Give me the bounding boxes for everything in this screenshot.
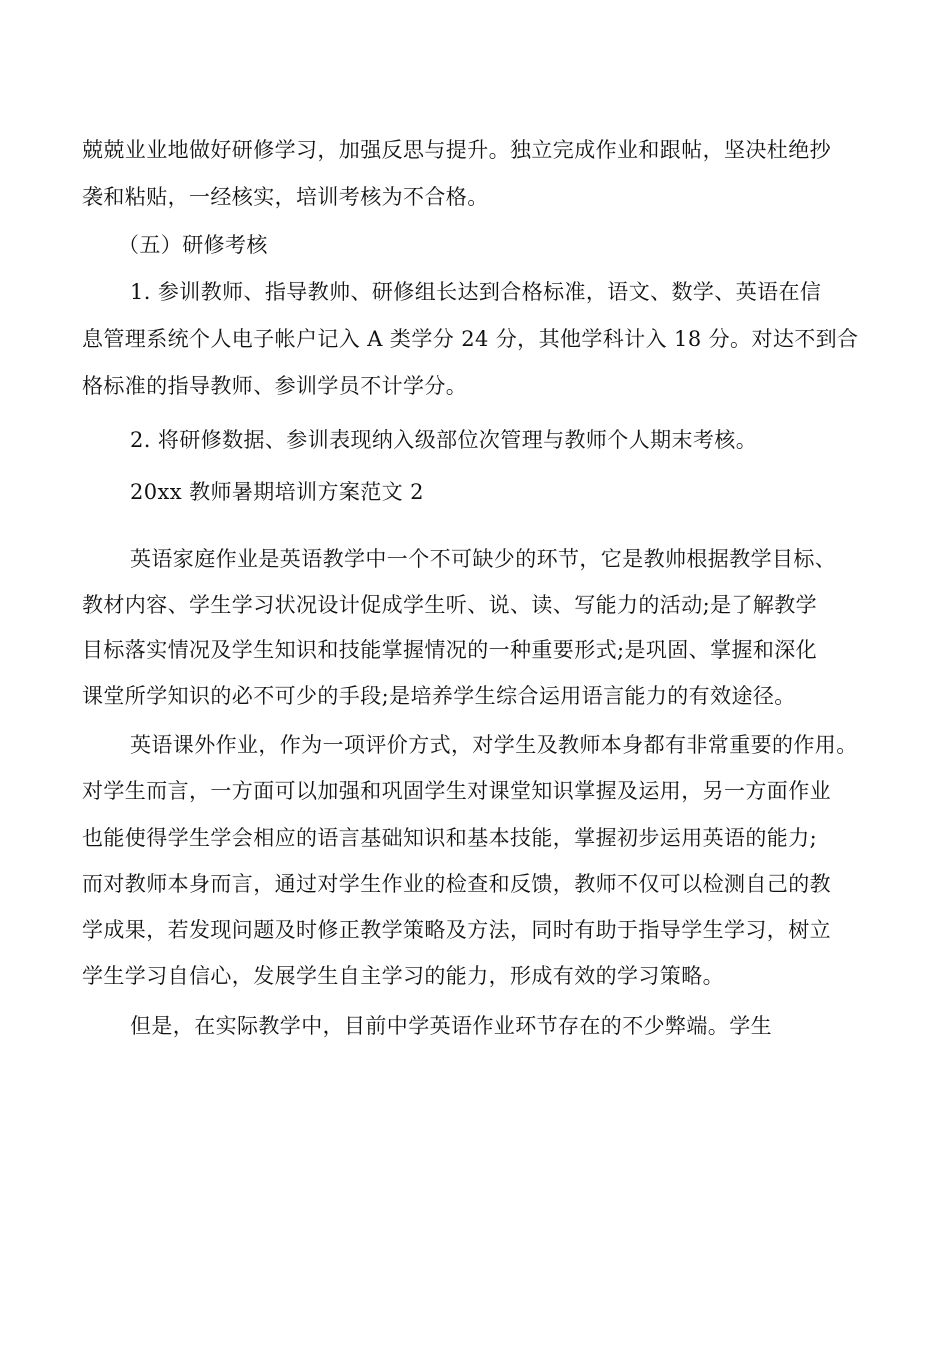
text-line: 教材内容、学生学习状况设计促成学生听、说、读、写能力的活动;是了解教学 (82, 593, 818, 617)
text-line: 但是，在实际教学中，目前中学英语作业环节存在的不少弊端。学生 (130, 1014, 772, 1038)
text-line: 2. 将研修数据、参训表现纳入级部位次管理与教师个人期末考核。 (130, 428, 758, 452)
text-line: 英语课外作业，作为一项评价方式，对学生及教师本身都有非常重要的作用。 (130, 733, 858, 757)
text-line: 而对教师本身而言，通过对学生作业的检查和反馈，教师不仅可以检测自己的教 (82, 872, 831, 896)
text-line: 息管理系统个人电子帐户记入 A 类学分 24 分，其他学科计入 18 分。对达不到合 (82, 327, 859, 351)
text-line: 学生学习自信心，发展学生自主学习的能力，形成有效的学习策略。 (82, 964, 724, 988)
text-line: 课堂所学知识的必不可少的手段;是培养学生综合运用语言能力的有效途径。 (82, 684, 796, 708)
subtitle-text: 20xx 教师暑期培训方案范文 2 (130, 480, 424, 504)
text-line: 目标落实情况及学生知识和技能掌握情况的一种重要形式;是巩固、掌握和深化 (82, 638, 818, 662)
text-line: 学成果，若发现问题及时修正教学策略及方法，同时有助于指导学生学习，树立 (82, 918, 831, 942)
text-line: 格标准的指导教师、参训学员不计学分。 (82, 374, 468, 398)
text-line: 袭和粘贴，一经核实，培训考核为不合格。 (82, 185, 489, 209)
text-line: 英语家庭作业是英语教学中一个不可缺少的环节，它是教帅根据教学目标、 (130, 547, 837, 571)
text-line: 也能使得学生学会相应的语言基础知识和基本技能，掌握初步运用英语的能力; (82, 826, 818, 850)
section-heading-text: （五）研修考核 (118, 233, 268, 257)
text-line: 1. 参训教师、指导教帅、研修组长达到合格标准，语文、数学、英语在信 (130, 280, 822, 304)
text-line: 对学生而言，一方面可以加强和巩固学生对课堂知识掌握及运用，另一方面作业 (82, 779, 831, 803)
text-line: 兢兢业业地做好研修学习，加强反思与提升。独立完成作业和跟帖，坚决杜绝抄 (82, 138, 831, 162)
